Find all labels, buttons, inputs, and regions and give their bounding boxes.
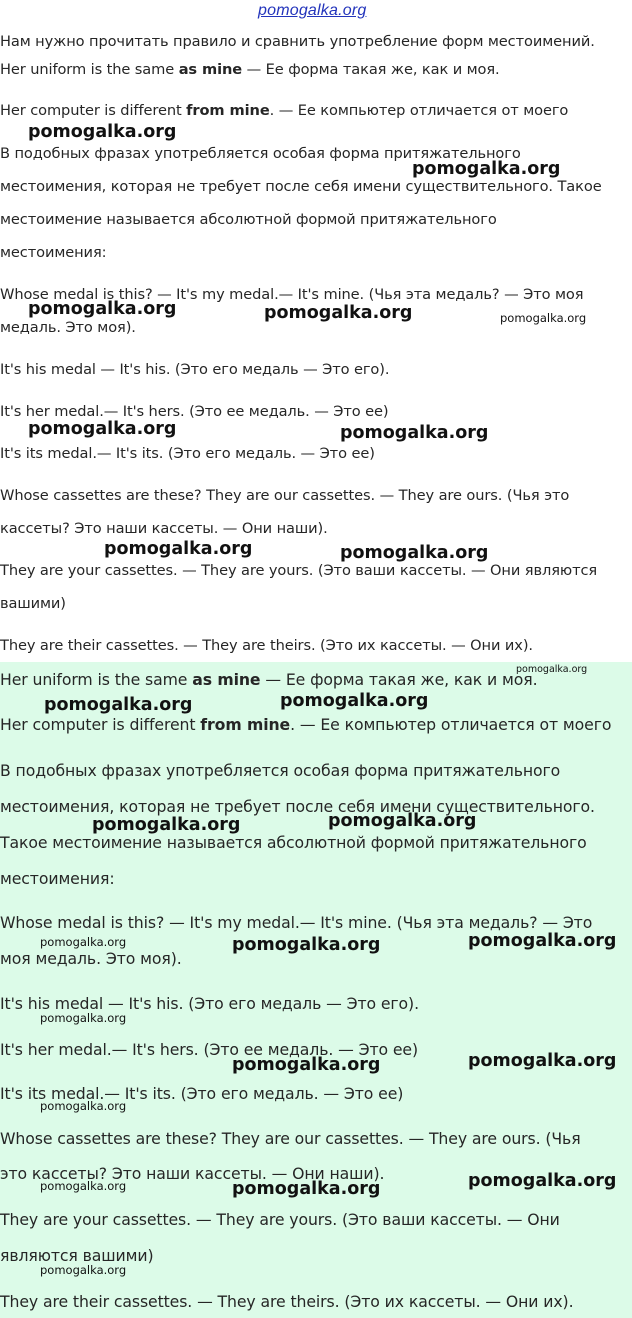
watermark: pomogalka.org [28, 299, 177, 319]
text-line: Whose cassettes are these? They are our cassettes. — They are ours. (Чья это [0, 487, 570, 504]
text-line: местоимение называется абсолютной формой притяжательного [0, 211, 497, 228]
text-line: Такое местоимение называется абсолютной формой притяжательного [0, 833, 587, 852]
watermark: pomogalka.org [40, 1179, 127, 1193]
text-line: It's her medal.— It's hers. (Это ее медаль. — Это ее) [0, 1040, 418, 1059]
text-line: местоимения, которая не требует после себя имени существительного. Такое [0, 178, 602, 195]
text-line: местоимения: [0, 869, 115, 888]
text-line: It's her medal.— It's hers. (Это ее медаль. — Это ее) [0, 403, 389, 420]
text-line: моя медаль. Это моя). [0, 949, 182, 968]
text-line: являются вашими) [0, 1246, 154, 1265]
text-line: Her uniform is the same as mine — Ее форма такая же, как и моя. [0, 670, 538, 689]
text-line: It's his medal — It's his. (Это его медаль — Это его). [0, 994, 419, 1013]
watermark: pomogalka.org [40, 935, 127, 949]
watermark: pomogalka.org [280, 691, 429, 711]
text-line: вашими) [0, 595, 66, 612]
text-line: Her computer is different from mine. — Ее компьютер отличается от моего [0, 102, 569, 119]
watermark: pomogalka.org [500, 311, 587, 325]
watermark: pomogalka.org [28, 122, 177, 142]
text-line: В подобных фразах употребляется особая форма притяжательного [0, 145, 521, 162]
watermark: pomogalka.org [412, 159, 561, 179]
text-line: They are their cassettes. — They are theirs. (Это их кассеты. — Они их). [0, 637, 533, 654]
text-line: местоимения: [0, 244, 107, 261]
text-line: Whose medal is this? — It's my medal.— It's mine. (Чья эта медаль? — Это моя [0, 286, 584, 303]
text-line: В подобных фразах употребляется особая форма притяжательного [0, 761, 561, 780]
watermark: pomogalka.org [44, 695, 193, 715]
text-line: They are your cassettes. — They are yours. (Это ваши кассеты. — Они [0, 1210, 560, 1229]
watermark: pomogalka.org [232, 935, 381, 955]
watermark: pomogalka.org [92, 815, 241, 835]
text-line: местоимения, которая не требует после себя имени существительного. [0, 797, 595, 816]
text-line: Нам нужно прочитать правило и сравнить употребление форм местоимений. [0, 33, 595, 50]
watermark: pomogalka.org [232, 1055, 381, 1075]
text-line: It's its medal.— It's its. (Это его медаль. — Это ее) [0, 1084, 404, 1103]
text-line: Whose cassettes are these? They are our cassettes. — They are ours. (Чья [0, 1129, 581, 1148]
text-line: Her uniform is the same as mine — Ее форма такая же, как и моя. [0, 61, 500, 78]
text-line: медаль. Это моя). [0, 319, 136, 336]
watermark: pomogalka.org [468, 1171, 617, 1191]
watermark: pomogalka.org [340, 423, 489, 443]
watermark: pomogalka.org [40, 1263, 127, 1277]
text-line: It's his medal — It's his. (Это его медаль — Это его). [0, 361, 390, 378]
watermark: pomogalka.org [328, 811, 477, 831]
watermark: pomogalka.org [468, 931, 617, 951]
text-line: They are their cassettes. — They are theirs. (Это их кассеты. — Они их). [0, 1292, 574, 1311]
text-line: Her computer is different from mine. — Ее компьютер отличается от моего [0, 715, 612, 734]
watermark: pomogalka.org [28, 419, 177, 439]
watermark: pomogalka.org [468, 1051, 617, 1071]
text-line: кассеты? Это наши кассеты. — Они наши). [0, 520, 328, 537]
watermark: pomogalka.org [40, 1011, 127, 1025]
watermark: pomogalka.org [340, 543, 489, 563]
site-header-link[interactable]: pomogalka.org [258, 2, 367, 19]
watermark: pomogalka.org [264, 303, 413, 323]
text-line: Whose medal is this? — It's my medal.— It's mine. (Чья эта медаль? — Это [0, 913, 593, 932]
watermark: pomogalka.org [516, 664, 588, 675]
watermark: pomogalka.org [104, 539, 253, 559]
watermark: pomogalka.org [232, 1179, 381, 1199]
text-line: They are your cassettes. — They are yours. (Это ваши кассеты. — Они являются [0, 562, 598, 579]
watermark: pomogalka.org [40, 1099, 127, 1113]
text-line: It's its medal.— It's its. (Это его медаль. — Это ее) [0, 445, 375, 462]
text-line: это кассеты? Это наши кассеты. — Они наши). [0, 1164, 385, 1183]
